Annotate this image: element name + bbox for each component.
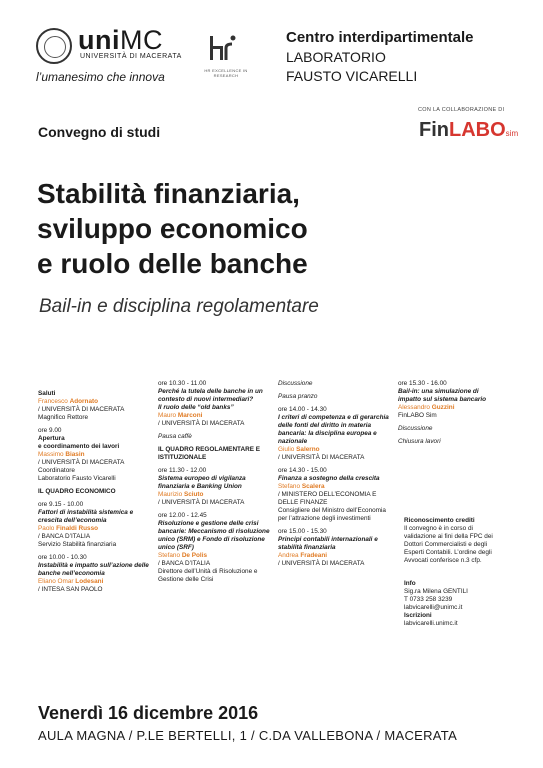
session-title: Instabilità e impatto sull’azione delle banche nell’economia xyxy=(38,562,149,577)
unimc-logo: uniMC xyxy=(78,25,163,55)
speaker-affiliation: / UNIVERSITÀ DI MACERATA xyxy=(278,560,365,567)
session-title: Il ruolo delle “old banks” xyxy=(158,404,234,411)
program-column-2 xyxy=(158,380,273,584)
session-time: ore 10.30 - 11.00 xyxy=(158,380,207,387)
iscrizioni-link[interactable]: labvicarelli.unimc.it xyxy=(404,620,458,627)
speaker-name: Andrea Fradeani xyxy=(278,552,328,559)
session-title: Principi contabili internazionali e stabilità finanziaria xyxy=(278,536,378,551)
hr-excellence-logo-icon xyxy=(206,32,238,64)
session-title: Risoluzione e gestione delle crisi bancarie: Meccanismo di risoluzione unico (SRM) e Fondo di risoluzione unico (SRF) xyxy=(158,520,270,551)
session-title: e coordinamento dei lavori xyxy=(38,443,120,450)
section-heading: IL QUADRO ECONOMICO xyxy=(38,488,116,495)
laboratorio-label: LABORATORIO xyxy=(286,49,386,65)
speaker-affiliation: / UNIVERSITÀ DI MACERATA xyxy=(38,459,125,466)
session-title: I criteri di competenza e di gerarchia delle fonti del diritto in materia bancaria: la disciplina europea e nazionale xyxy=(278,414,389,445)
session-time: ore 14.30 - 15.00 xyxy=(278,467,327,474)
finlabo-logo: FinLABOsim xyxy=(419,119,519,141)
info-phone: T 0733 258 3239 xyxy=(404,596,453,603)
session-title: Apertura xyxy=(38,435,65,442)
session-time: ore 9.15 - 10.00 xyxy=(38,501,84,508)
closing-label: Chiusura lavori xyxy=(398,438,441,445)
program-column-1 xyxy=(38,390,153,594)
speaker-name: Mauro Marconi xyxy=(158,412,203,419)
speaker-affiliation: / BANCA D’ITALIA xyxy=(38,533,91,540)
speaker-role: Servizio Stabilità finanziaria xyxy=(38,541,117,548)
session-time: ore 14.00 - 14.30 xyxy=(278,406,327,413)
hr-caption: HR EXCELLENCE IN RESEARCH xyxy=(204,68,248,78)
speaker-name: Stefano De Polis xyxy=(158,552,208,559)
convegno-label: Convegno di studi xyxy=(38,124,161,140)
session-time: ore 11.30 - 12.00 xyxy=(158,467,207,474)
discussion-label: Discussione xyxy=(398,425,433,432)
session-title: Bail-in: una simulazione di impatto sul sistema bancario xyxy=(398,388,487,403)
speaker-affiliation: / UNIVERSITÀ DI MACERATA xyxy=(158,420,245,427)
program-column-3 xyxy=(278,380,393,568)
speaker-name: Eliano Omar Lodesani xyxy=(38,578,104,585)
session-title: Perché la tutela delle banche in un contesto di nuovi intermediari? xyxy=(158,388,263,403)
session-title: Finanza a sostegno della crescita xyxy=(278,475,380,482)
speaker-affiliation: / UNIVERSITÀ DI MACERATA xyxy=(158,499,245,506)
speaker-name: Maurizio Sciuto xyxy=(158,491,204,498)
speaker-name: Massimo Biasin xyxy=(38,451,85,458)
event-date: Venerdì 16 dicembre 2016 xyxy=(38,703,259,723)
collaboration-label: CON LA COLLABORAZIONE DI xyxy=(418,107,505,113)
session-time: ore 12.00 - 12.45 xyxy=(158,512,207,519)
speaker-affiliation: / BANCA D’ITALIA xyxy=(158,560,211,567)
saluti-label: Saluti xyxy=(38,390,56,397)
speaker-name: Giulio Salerno xyxy=(278,446,320,453)
speaker-affiliation: / MINISTERO DELL’ECONOMIA E DELLE FINANZE xyxy=(278,491,377,506)
session-time: ore 15.30 - 16.00 xyxy=(398,380,447,387)
speaker-name: Alessandro Guzzini xyxy=(398,404,455,411)
discussion-label: Discussione xyxy=(278,380,313,387)
subtitle: Bail-in e disciplina regolamentare xyxy=(39,296,319,317)
tagline: l’umanesimo che innova xyxy=(36,70,165,84)
speaker-affiliation: / UNIVERSITÀ DI MACERATA xyxy=(38,406,125,413)
info-heading: Info xyxy=(404,580,416,587)
speaker-affiliation: / INTESA SAN PAOLO xyxy=(38,586,103,593)
credits-heading: Riconoscimento crediti xyxy=(404,517,475,524)
university-seal-icon xyxy=(36,28,72,64)
speaker-name: Stefano Scalera xyxy=(278,483,325,490)
speaker-role: Magnifico Rettore xyxy=(38,414,89,421)
centro-title: Centro interdipartimentale xyxy=(286,29,474,46)
speaker-name: Paolo Finaldi Russo xyxy=(38,525,99,532)
credits-text: Il convegno è in corso di validazione ai fini della FPC dei Dottori Commercialisti e degli Esperti Contabili. L’ordine degli Avvocati conferisce n.3 cfp. xyxy=(404,525,493,564)
event-venue: AULA MAGNA / P.LE BERTELLI, 1 / C.DA VALLEBONA / MACERATA xyxy=(38,728,458,743)
session-time: ore 9.00 xyxy=(38,427,62,434)
unimc-logo-subtitle: UNIVERSITÀ DI MACERATA xyxy=(80,53,182,60)
session-title: Sistema europeo di vigilanza finanziaria e Banking Union xyxy=(158,475,246,490)
session-title: Fattori di instabilità sistemica e crescita dell’economia xyxy=(38,509,134,524)
speaker-affiliation: FinLABO Sim xyxy=(398,412,437,419)
speaker-role: Consigliere del Ministro dell’Economia per l’attrazione degli investimenti xyxy=(278,507,386,522)
info-contact-name: Sig.ra Milena GENTILI xyxy=(404,588,468,595)
session-time: ore 10.00 - 10.30 xyxy=(38,554,87,561)
section-heading: IL QUADRO REGOLAMENTARE E ISTITUZIONALE xyxy=(158,446,261,461)
speaker-affiliation: / UNIVERSITÀ DI MACERATA xyxy=(278,454,365,461)
break-label: Pausa caffè xyxy=(158,433,192,440)
fausto-vicarelli-label: FAUSTO VICARELLI xyxy=(286,68,418,84)
main-title: Stabilità finanziaria, sviluppo economico e ruolo delle banche xyxy=(37,178,308,279)
speaker-name: Francesco Adornato xyxy=(38,398,99,405)
info-email-link[interactable]: labvicarelli@unimc.it xyxy=(404,604,463,611)
break-label: Pausa pranzo xyxy=(278,393,318,400)
iscrizioni-heading: Iscrizioni xyxy=(404,612,432,619)
credits-info-box xyxy=(404,517,504,628)
program-column-4 xyxy=(398,380,503,446)
speaker-role: Laboratorio Fausto Vicarelli xyxy=(38,475,116,482)
session-time: ore 15.00 - 15.30 xyxy=(278,528,327,535)
speaker-role: Coordinatore xyxy=(38,467,75,474)
speaker-role: Direttore dell’Unità di Risoluzione e Gestione delle Crisi xyxy=(158,568,258,583)
